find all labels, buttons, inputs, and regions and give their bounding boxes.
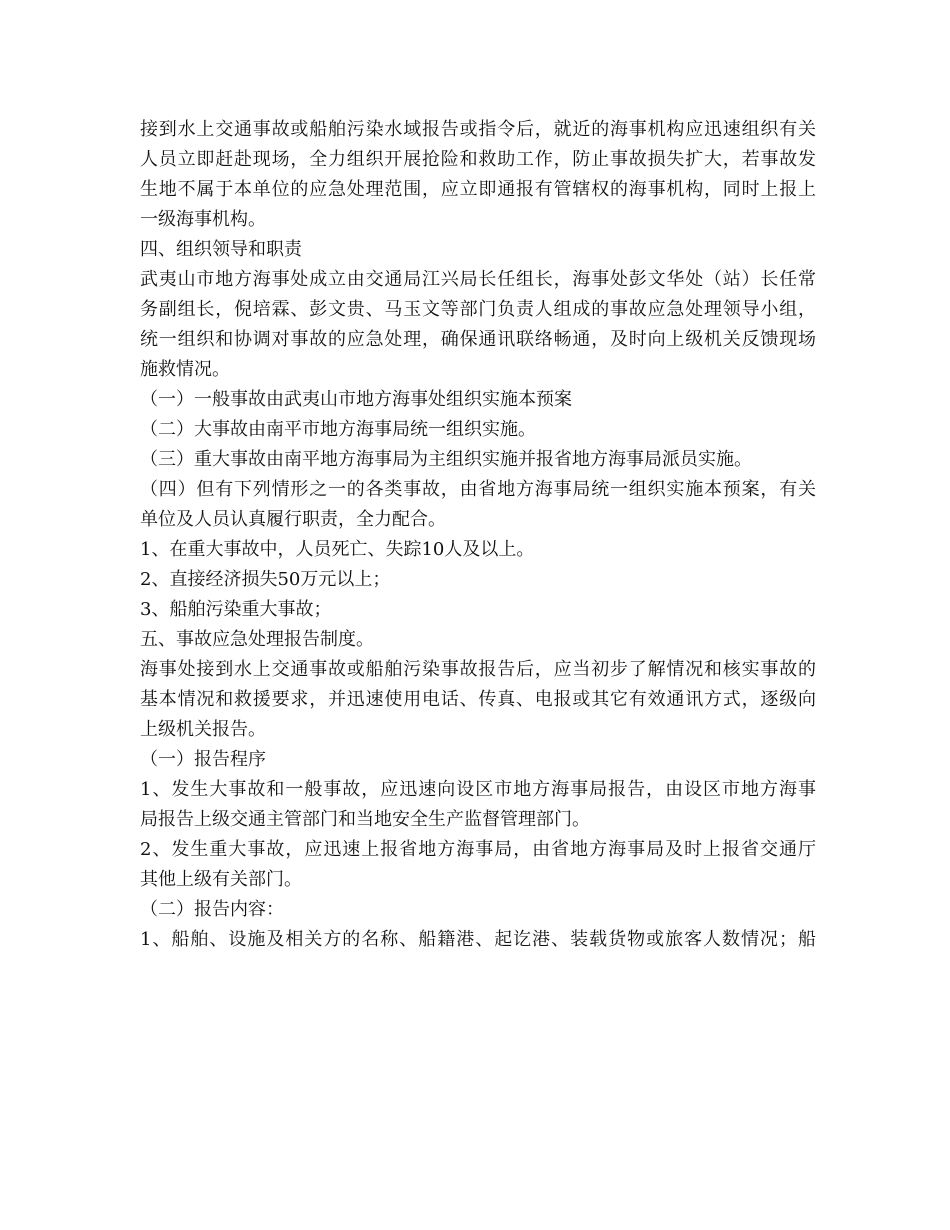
paragraph-line: 局报告上级交通主管部门和当地安全生产监督管理部门。: [140, 809, 590, 830]
subsection-heading: （二）报告内容：: [140, 899, 284, 920]
paragraph-line: 接到水上交通事故或船舶污染水域报告或指令后，就近的海事机构应迅速组织有关: [140, 119, 816, 140]
section-heading: 五、事故应急处理报告制度。: [140, 629, 374, 650]
list-item: 1、发生大事故和一般事故，应迅速向设区市地方海事局报告，由设区市地方海事: [140, 779, 816, 800]
paragraph-line: 上级机关报告。: [140, 719, 266, 740]
paragraph-line: 海事处接到水上交通事故或船舶污染事故报告后，应当初步了解情况和核实事故的: [140, 659, 816, 680]
paragraph-line: 生地不属于本单位的应急处理范围，应立即通报有管辖权的海事机构，同时上报上: [140, 179, 816, 200]
paragraph-line: 基本情况和救援要求，并迅速使用电话、传真、电报或其它有效通讯方式，逐级向: [140, 689, 816, 710]
list-item: 1、船舶、设施及相关方的名称、船籍港、起讫港、装载货物或旅客人数情况；船: [140, 929, 816, 950]
paragraph-line: 施救情况。: [140, 359, 230, 380]
list-item: （四）但有下列情形之一的各类事故，由省地方海事局统一组织实施本预案，有关: [140, 479, 816, 500]
list-item: 3、船舶污染重大事故；: [140, 599, 332, 620]
subsection-heading: （一）报告程序: [140, 749, 266, 770]
paragraph-line: 人员立即赶赴现场，全力组织开展抢险和救助工作，防止事故损失扩大，若事故发: [140, 149, 816, 170]
list-item: 2、发生重大事故，应迅速上报省地方海事局，由省地方海事局及时上报省交通厅: [140, 839, 816, 860]
section-heading: 四、组织领导和职责: [140, 239, 302, 260]
list-item: 1、在重大事故中，人员死亡、失踪10人及以上。: [140, 539, 535, 560]
document-body: [140, 115, 816, 955]
paragraph-line: 武夷山市地方海事处成立由交通局江兴局长任组长，海事处彭文华处（站）长任常: [140, 269, 816, 290]
list-item: 2、直接经济损失50万元以上；: [140, 569, 391, 590]
list-item: （三）重大事故由南平地方海事局为主组织实施并报省地方海事局派员实施。: [140, 449, 752, 470]
paragraph-line: 其他上级有关部门。: [140, 869, 302, 890]
paragraph-line: 统一组织和协调对事故的应急处理，确保通讯联络畅通，及时向上级机关反馈现场: [140, 329, 816, 350]
list-item: （一）一般事故由武夷山市地方海事处组织实施本预案: [140, 389, 572, 410]
paragraph-line: 单位及人员认真履行职责，全力配合。: [140, 509, 446, 530]
list-item: （二）大事故由南平市地方海事局统一组织实施。: [140, 419, 536, 440]
paragraph-line: 一级海事机构。: [140, 209, 266, 230]
paragraph-line: 务副组长，倪培霖、彭文贵、马玉文等部门负责人组成的事故应急处理领导小组，: [140, 299, 816, 320]
